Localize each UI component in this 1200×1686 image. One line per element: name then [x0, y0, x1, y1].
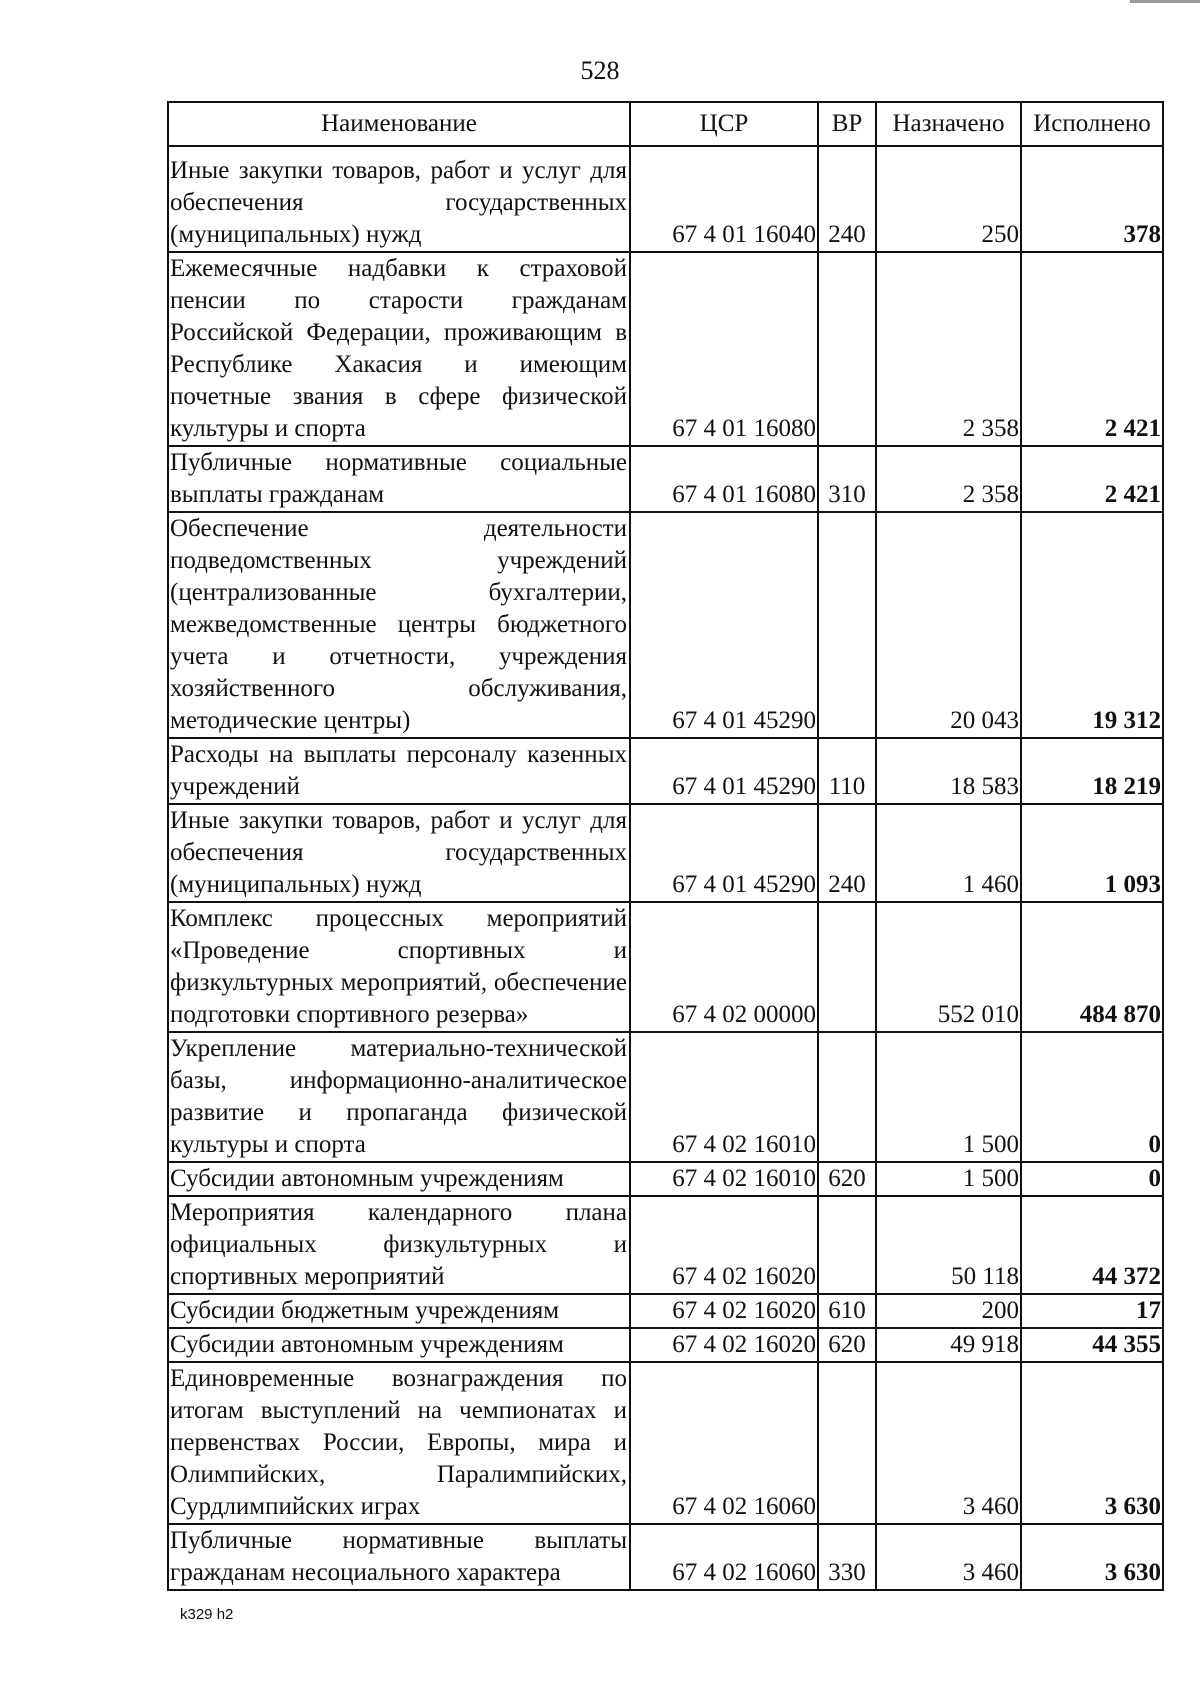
- row-csr: 67 4 01 45290: [630, 738, 818, 804]
- row-name: Субсидии автономным учреждениям: [168, 1328, 630, 1362]
- row-vr: 110: [818, 738, 876, 804]
- row-assigned: 2 358: [876, 446, 1021, 512]
- header-csr: ЦСР: [630, 102, 818, 146]
- table-header-row: [168, 102, 1163, 146]
- table-row: [168, 1032, 1163, 1162]
- row-csr: 67 4 01 16080: [630, 252, 818, 446]
- row-vr: 610: [818, 1294, 876, 1328]
- row-vr: 240: [818, 804, 876, 902]
- row-csr: 67 4 02 16060: [630, 1362, 818, 1524]
- scan-edge-mark: [1130, 0, 1200, 3]
- row-assigned: 250: [876, 146, 1021, 252]
- row-assigned: 1 500: [876, 1032, 1021, 1162]
- row-executed: 17: [1021, 1294, 1163, 1328]
- table-row: [168, 512, 1163, 738]
- row-assigned: 1 460: [876, 804, 1021, 902]
- table-row: [168, 1196, 1163, 1294]
- header-vr: ВР: [818, 102, 876, 146]
- row-csr: 67 4 01 16080: [630, 446, 818, 512]
- header-assigned: Назначено: [876, 102, 1021, 146]
- row-vr: [818, 1196, 876, 1294]
- row-executed: 0: [1021, 1162, 1163, 1196]
- row-csr: 67 4 01 45290: [630, 804, 818, 902]
- row-executed: 378: [1021, 146, 1163, 252]
- row-name: Иные закупки товаров, работ и услуг для обеспечения государственных (муниципальных) нужд: [168, 146, 630, 252]
- row-executed: 44 372: [1021, 1196, 1163, 1294]
- row-executed: 18 219: [1021, 738, 1163, 804]
- row-csr: 67 4 02 16010: [630, 1162, 818, 1196]
- budget-table: [167, 101, 1164, 1591]
- table-row: [168, 1328, 1163, 1362]
- row-name: Ежемесячные надбавки к страховой пенсии по старости гражданам Российской Федерации, проживающим в Республике Хакасия и имеющим почетные звания в сфере физической культуры и спорта: [168, 252, 630, 446]
- row-executed: 44 355: [1021, 1328, 1163, 1362]
- row-csr: 67 4 01 16040: [630, 146, 818, 252]
- table-row: [168, 446, 1163, 512]
- row-assigned: 49 918: [876, 1328, 1021, 1362]
- row-csr: 67 4 02 16020: [630, 1328, 818, 1362]
- row-csr: 67 4 02 00000: [630, 902, 818, 1032]
- row-executed: 19 312: [1021, 512, 1163, 738]
- row-name: Субсидии бюджетным учреждениям: [168, 1294, 630, 1328]
- row-executed: 2 421: [1021, 446, 1163, 512]
- table-row: [168, 252, 1163, 446]
- row-csr: 67 4 02 16060: [630, 1524, 818, 1590]
- row-executed: 0: [1021, 1032, 1163, 1162]
- row-name: Мероприятия календарного плана официальных физкультурных и спортивных мероприятий: [168, 1196, 630, 1294]
- row-executed: 3 630: [1021, 1524, 1163, 1590]
- table-row: [168, 1524, 1163, 1590]
- row-assigned: 552 010: [876, 902, 1021, 1032]
- row-assigned: 18 583: [876, 738, 1021, 804]
- table-row: [168, 1162, 1163, 1196]
- row-name: Публичные нормативные социальные выплаты гражданам: [168, 446, 630, 512]
- row-name: Укрепление материально-технической базы, информационно-аналитическое развитие и пропаганда физической культуры и спорта: [168, 1032, 630, 1162]
- footer-code: k329 h2: [180, 1606, 234, 1623]
- row-assigned: 3 460: [876, 1362, 1021, 1524]
- row-name: Единовременные вознаграждения по итогам выступлений на чемпионатах и первенствах России, Европы, мира и Олимпийских, Паралимпийских, Сурдлимпийских играх: [168, 1362, 630, 1524]
- row-assigned: 20 043: [876, 512, 1021, 738]
- row-csr: 67 4 02 16010: [630, 1032, 818, 1162]
- row-assigned: 3 460: [876, 1524, 1021, 1590]
- row-csr: 67 4 02 16020: [630, 1196, 818, 1294]
- row-vr: 240: [818, 146, 876, 252]
- row-assigned: 200: [876, 1294, 1021, 1328]
- row-assigned: 50 118: [876, 1196, 1021, 1294]
- row-assigned: 1 500: [876, 1162, 1021, 1196]
- row-vr: [818, 902, 876, 1032]
- page-number: 528: [580, 56, 620, 85]
- table-row: [168, 1294, 1163, 1328]
- row-name: Субсидии автономным учреждениям: [168, 1162, 630, 1196]
- row-vr: 330: [818, 1524, 876, 1590]
- row-vr: [818, 1362, 876, 1524]
- row-name: Публичные нормативные выплаты гражданам несоциального характера: [168, 1524, 630, 1590]
- row-name: Комплекс процессных мероприятий «Проведение спортивных и физкультурных мероприятий, обеспечение подготовки спортивного резерва»: [168, 902, 630, 1032]
- row-vr: [818, 1032, 876, 1162]
- row-assigned: 2 358: [876, 252, 1021, 446]
- header-executed: Исполнено: [1021, 102, 1163, 146]
- row-executed: 1 093: [1021, 804, 1163, 902]
- row-vr: 310: [818, 446, 876, 512]
- table-row: [168, 738, 1163, 804]
- table-row: [168, 1362, 1163, 1524]
- row-vr: [818, 252, 876, 446]
- row-executed: 3 630: [1021, 1362, 1163, 1524]
- row-name: Обеспечение деятельности подведомственных учреждений (централизованные бухгалтерии, межведомственные центры бюджетного учета и отчетности, учреждения хозяйственного обслуживания, методические центры): [168, 512, 630, 738]
- table-row: [168, 146, 1163, 252]
- row-vr: 620: [818, 1162, 876, 1196]
- row-vr: 620: [818, 1328, 876, 1362]
- row-csr: 67 4 02 16020: [630, 1294, 818, 1328]
- row-name: Расходы на выплаты персоналу казенных учреждений: [168, 738, 630, 804]
- table-row: [168, 902, 1163, 1032]
- row-vr: [818, 512, 876, 738]
- row-executed: 2 421: [1021, 252, 1163, 446]
- row-csr: 67 4 01 45290: [630, 512, 818, 738]
- header-name: Наименование: [168, 102, 630, 146]
- table-row: [168, 804, 1163, 902]
- row-executed: 484 870: [1021, 902, 1163, 1032]
- row-name: Иные закупки товаров, работ и услуг для обеспечения государственных (муниципальных) нужд: [168, 804, 630, 902]
